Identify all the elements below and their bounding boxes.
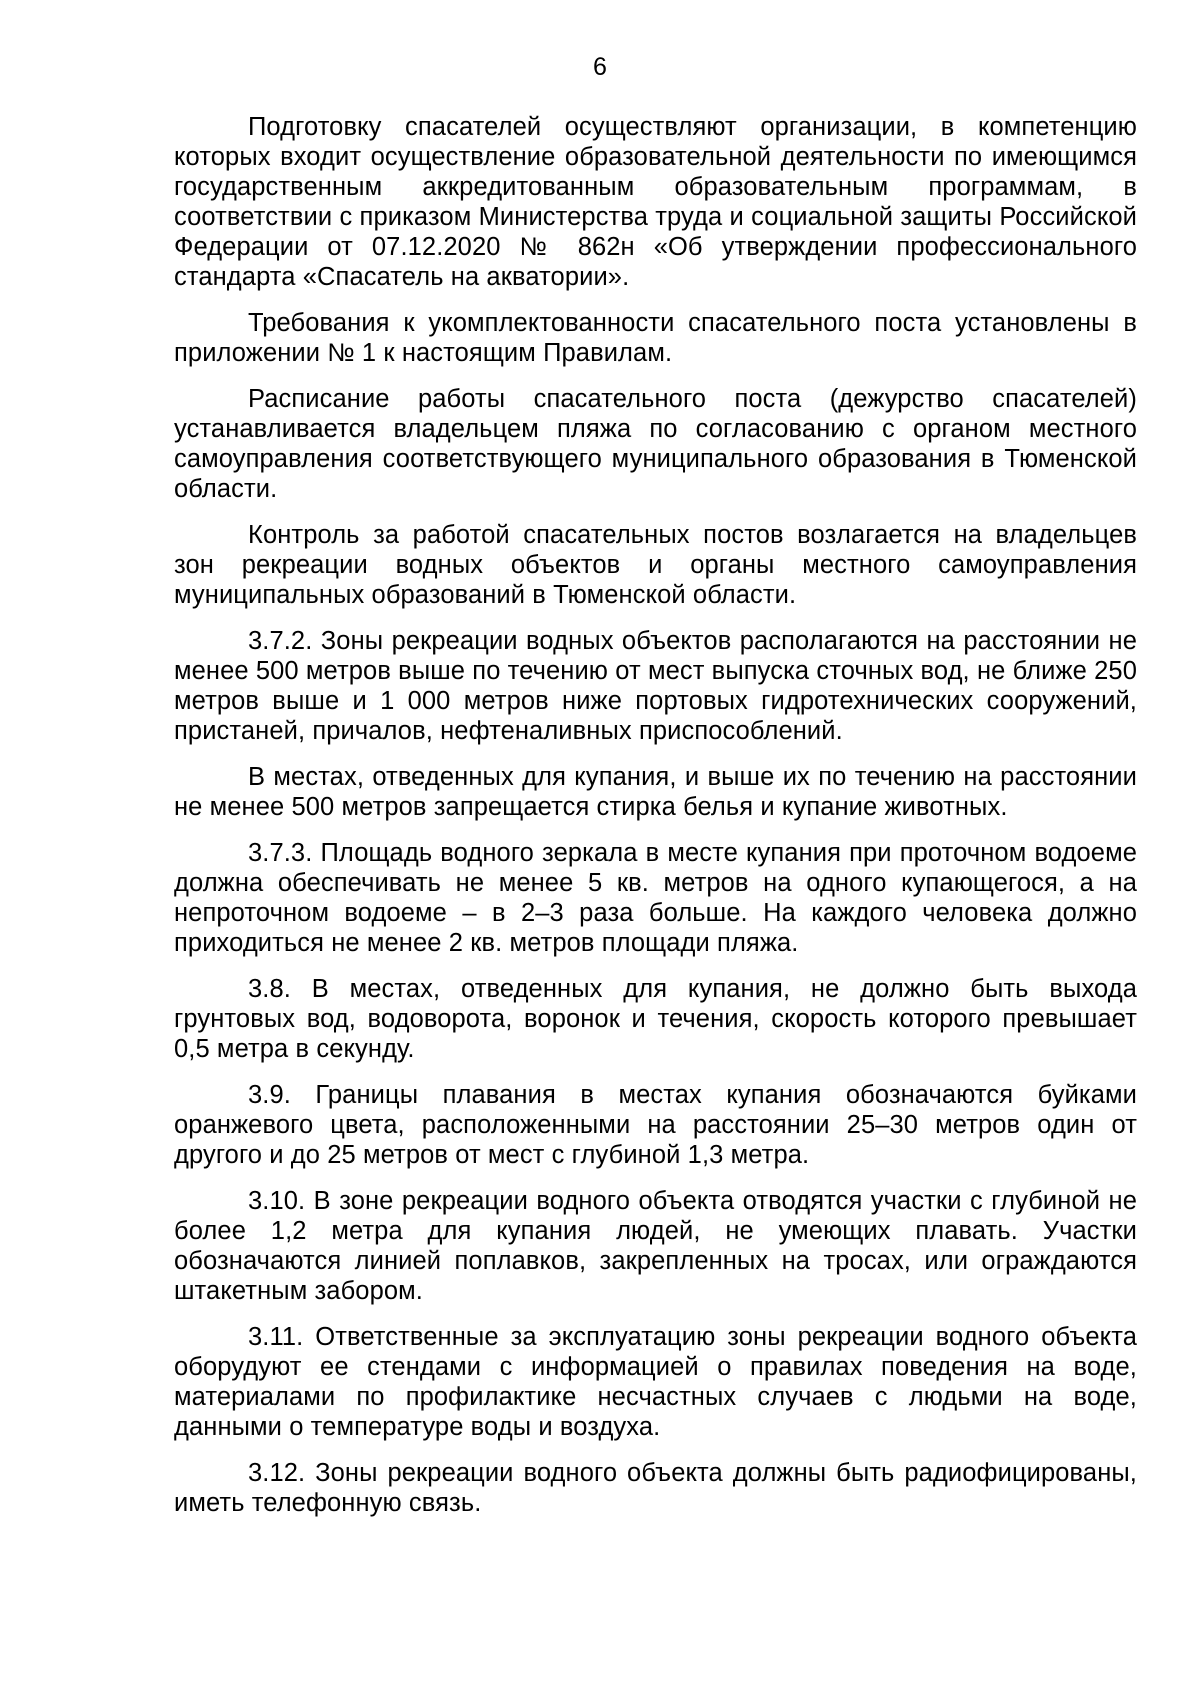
paragraph-3-8: 3.8. В местах, отведенных для купания, не должно быть выхода грунтовых вод, водоворота, воронок и течения, скорость которого превышает 0,5 метра в секунду. — [174, 975, 1137, 1063]
paragraph-training-rescuers: Подготовку спасателей осуществляют организации, в компетенцию которых входит осуществление образовательной деятельности по имеющимся государственным аккредитованным образовательным программам, в соответствии с приказом Министерства труда и социальной защиты Российской Федерации от 07.12.2020 № 862н «Об утверждении профессионального стандарта «Спасатель на акватории». — [174, 113, 1137, 291]
paragraph-post-schedule: Расписание работы спасательного поста (дежурство спасателей) устанавливается владельцем пляжа по согласованию с органом местного самоуправления соответствующего муниципального образования в Тюменской области. — [174, 385, 1137, 503]
paragraph-3-10: 3.10. В зоне рекреации водного объекта отводятся участки с глубиной не более 1,2 метра для купания людей, не умеющих плавать. Участки обозначаются линией поплавков, закрепленных на тросах, или ограждаются штакетным забором. — [174, 1187, 1137, 1305]
paragraph-3-11: 3.11. Ответственные за эксплуатацию зоны рекреации водного объекта оборудуют ее стендами с информацией о правилах поведения на воде, материалами по профилактике несчастных случаев с людьми на воде, данными о температуре воды и воздуха. — [174, 1323, 1137, 1441]
paragraph-3-9: 3.9. Границы плавания в местах купания обозначаются буйками оранжевого цвета, расположенными на расстоянии 25–30 метров один от другого и до 25 метров от мест с глубиной 1,3 метра. — [174, 1081, 1137, 1169]
document-body — [174, 112, 1137, 1534]
paragraph-post-control: Контроль за работой спасательных постов возлагается на владельцев зон рекреации водных объектов и органы местного самоуправления муниципальных образований в Тюменской области. — [174, 521, 1137, 609]
paragraph-3-7-3: 3.7.3. Площадь водного зеркала в месте купания при проточном водоеме должна обеспечивать не менее 5 кв. метров на одного купающегося, а на непроточном водоеме – в 2–3 раза больше. На каждого человека должно приходиться не менее 2 кв. метров площади пляжа. — [174, 839, 1137, 957]
page-number: 6 — [593, 53, 607, 81]
paragraph-post-equipment: Требования к укомплектованности спасательного поста установлены в приложении № 1 к настоящим Правилам. — [174, 309, 1137, 367]
paragraph-3-12: 3.12. Зоны рекреации водного объекта должны быть радиофицированы, иметь телефонную связь. — [174, 1459, 1137, 1517]
paragraph-3-7-2: 3.7.2. Зоны рекреации водных объектов располагаются на расстоянии не менее 500 метров выше по течению от мест выпуска сточных вод, не ближе 250 метров выше и 1 000 метров ниже портовых гидротехнических сооружений, пристаней, причалов, нефтеналивных приспособлений. — [174, 627, 1137, 745]
paragraph-bathing-restrictions: В местах, отведенных для купания, и выше их по течению на расстоянии не менее 500 метров запрещается стирка белья и купание животных. — [174, 763, 1137, 821]
